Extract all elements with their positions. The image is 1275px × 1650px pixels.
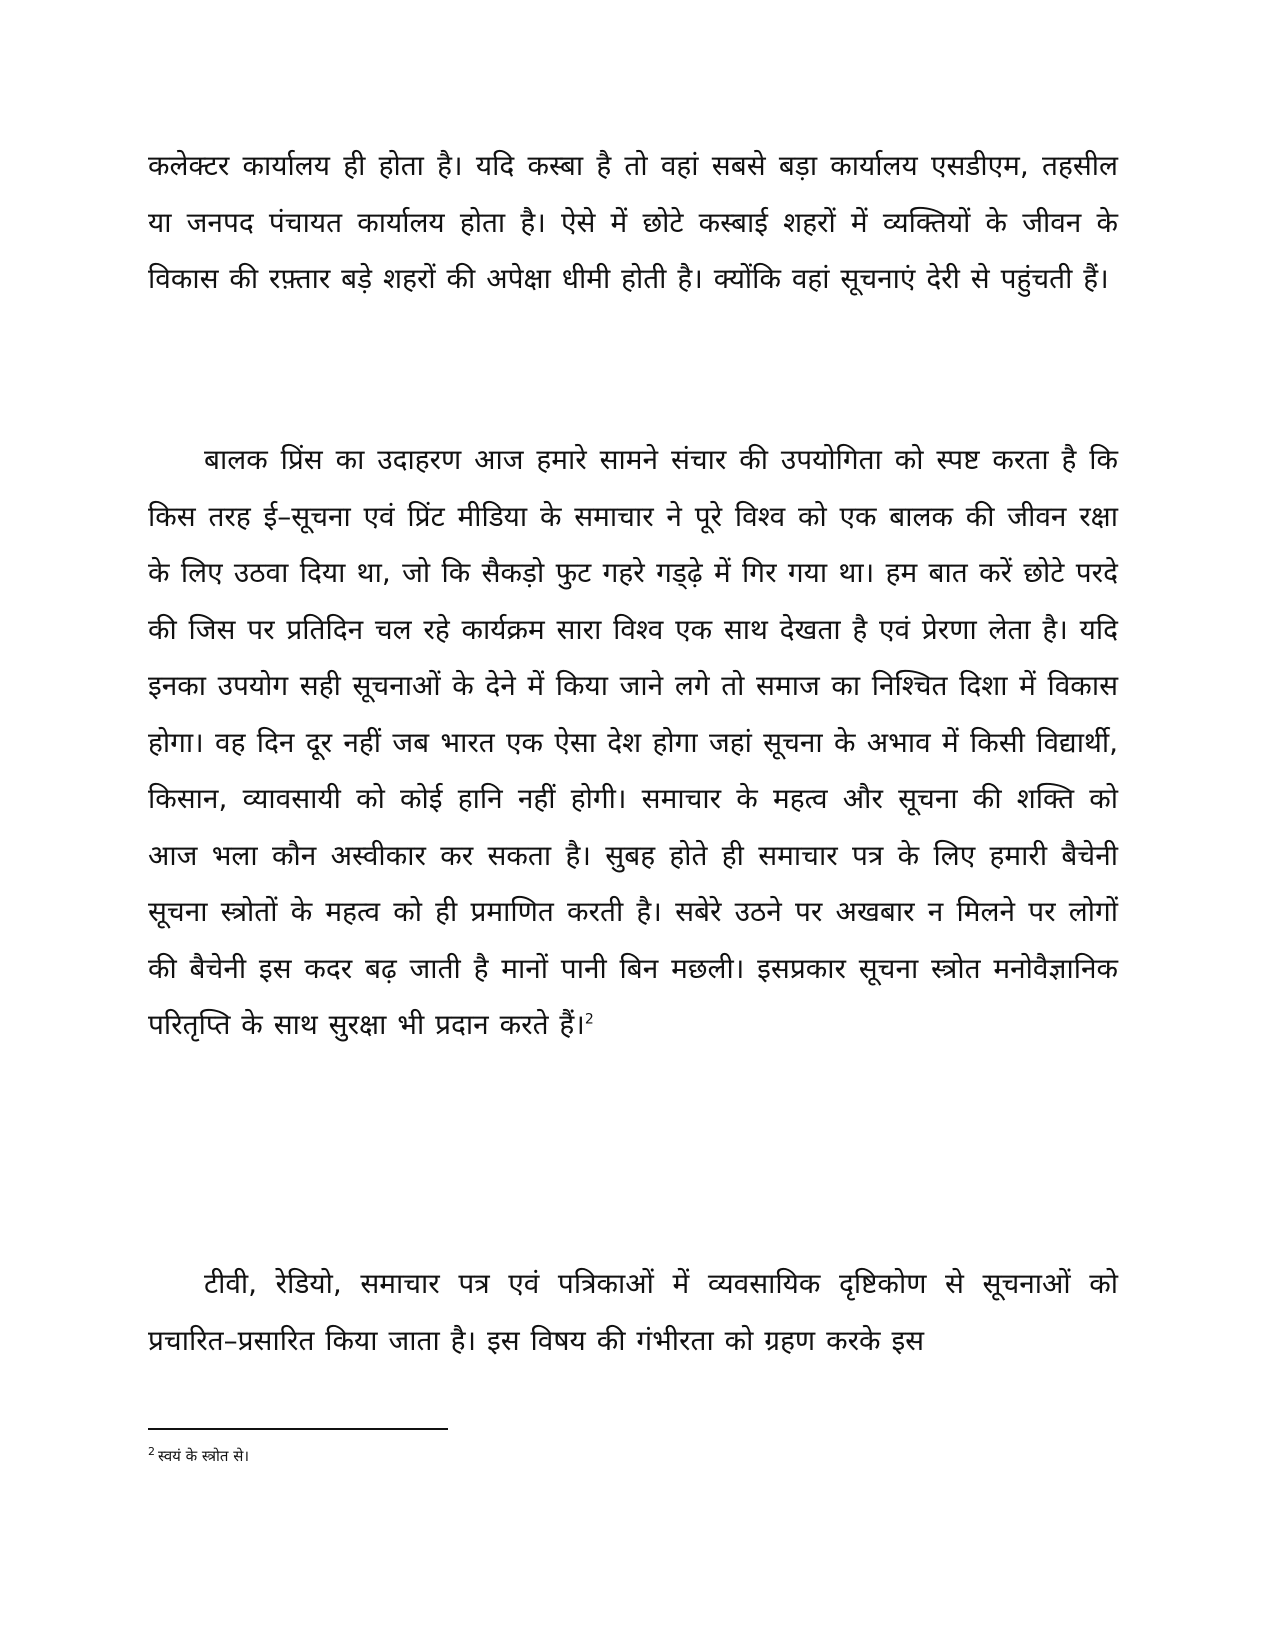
paragraph-3-text: टीवी, रेडियो, समाचार पत्र एवं पत्रिकाओं में व्यवसायिक दृष्टिकोण से सूचनाओं को प्रचारित–प्रसारित किया जाता है। इस विषय की गंभीरता को ग्रहण करके इस (148, 1267, 1118, 1357)
footnote-text: स्वयं के स्त्रोत से। (158, 1447, 250, 1465)
paragraph-2-text: बालक प्रिंस का उदाहरण आज हमारे सामने संचार की उपयोगिता को स्पष्ट करता है कि किस तरह ई–सूचना एवं प्रिंट मीडिया के समाचार ने पूरे विश्व को एक बालक की जीवन रक्षा के लिए उठवा दिया था, जो कि सैकड़ो फुट गहरे गड्ढ़े में गिर गया था। हम बात करें छोटे परदे की जिस पर प्रतिदिन चल रहे कार्यक्रम सारा विश्व एक साथ देखता है एवं प्रेरणा लेता है। यदि इनका उपयोग सही सूचनाओं के देने में किया जाने लगे तो समाज का निश्चित दिशा में विकास होगा। वह दिन दूर नहीं जब भारत एक ऐसा देश होगा जहां सूचना के अभाव में किसी विद्यार्थी, किसान, व्यावसायी को कोई हानि नहीं होगी। समाचार के महत्व और सूचना की शक्ति को आज भला कौन अस्वीकार कर सकता है। सुबह होते ही समाचार पत्र के लिए हमारी बैचेनी सूचना स्त्रोतों के महत्व को ही प्रमाणित करती है। सबेरे उठने पर अखबार न मिलने पर लोगों की बैचेनी इस कदर बढ़ जाती है मानों पानी बिन मछली। इसप्रकार सूचना स्त्रोत मनोवैज्ञानिक परितृप्ति के साथ सुरक्षा भी प्रदान करते हैं। (148, 443, 1118, 1041)
footnote (148, 1445, 748, 1467)
paragraph-3 (148, 1256, 1118, 1369)
footnote-reference[interactable]: 2 (584, 1011, 594, 1028)
paragraph-2 (148, 432, 1118, 1054)
paragraph-1 (148, 138, 1118, 308)
paragraph-1-text: कलेक्टर कार्यालय ही होता है। यदि कस्बा है तो वहां सबसे बड़ा कार्यालय एसडीएम, तहसील या जनपद पंचायत कार्यालय होता है। ऐसे में छोटे कस्बाई शहरों में व्यक्तियों के जीवन के विकास की रफ़्तार बड़े शहरों की अपेक्षा धीमी होती है। क्योंकि वहां सूचनाएं देरी से पहुंचती हैं। (148, 149, 1118, 295)
footnote-separator (148, 1428, 448, 1430)
footnote-number: 2 (148, 1445, 155, 1458)
